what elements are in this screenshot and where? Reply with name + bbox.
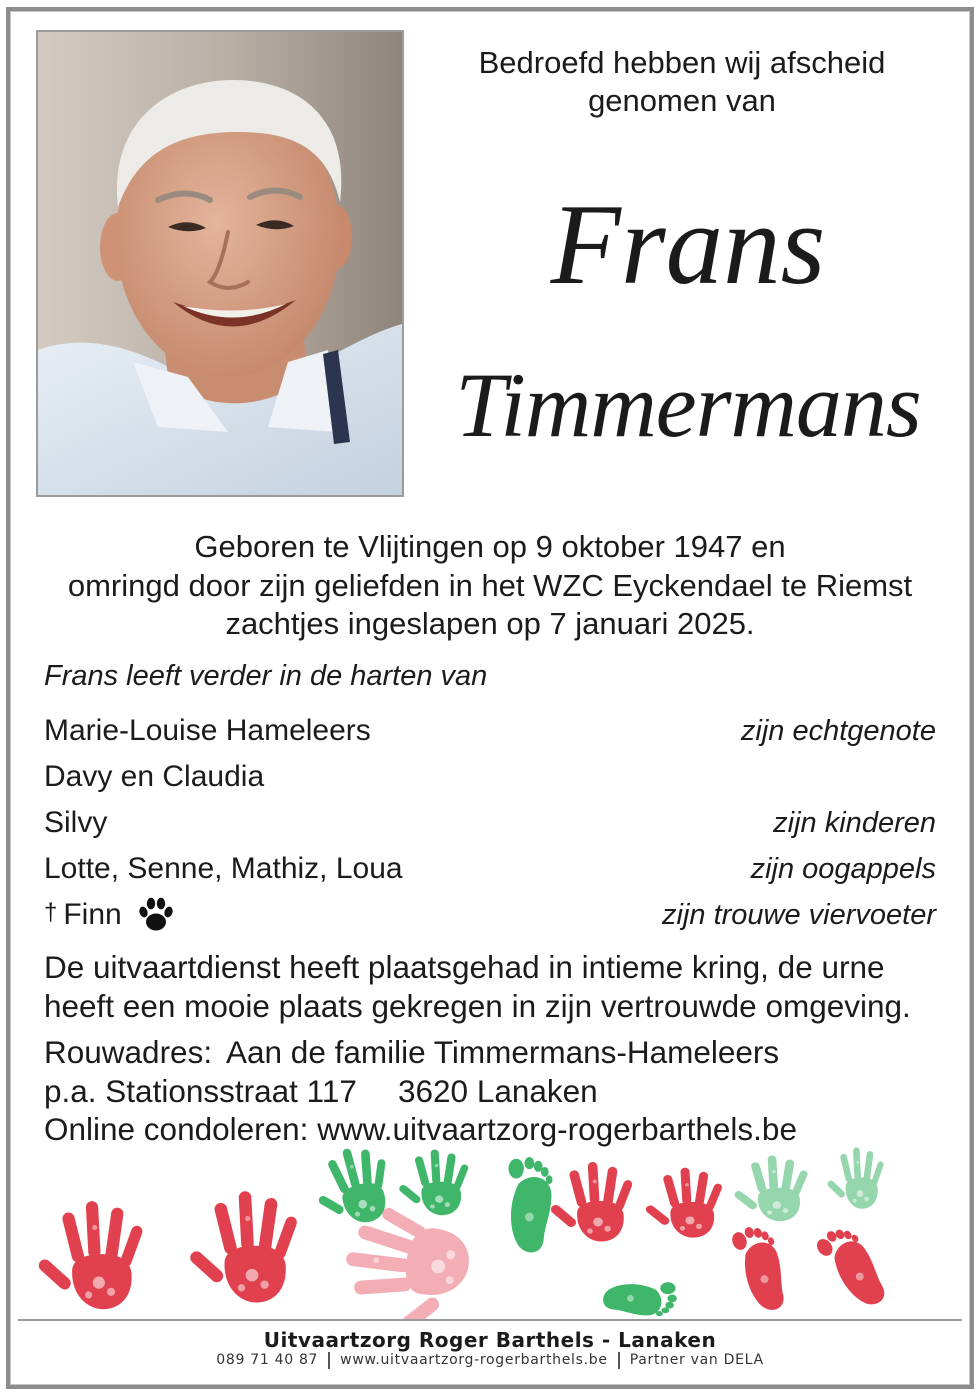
- deceased-last-name: Timmermans: [455, 354, 921, 456]
- pet-entry: [44, 895, 176, 935]
- street-address-line: [44, 1072, 797, 1111]
- funeral-home-name: Uitvaartzorg Roger Barthels - Lanaken: [263, 1328, 717, 1352]
- footer-divider: [18, 1319, 962, 1321]
- address-city: 3620 Lanaken: [398, 1072, 598, 1109]
- footer-partner: Partner van DELA: [629, 1352, 764, 1368]
- intro-line: Bedroefd hebben wij afscheid: [478, 45, 886, 80]
- service-line: heeft een mooie plaats gekregen in zijn vertrouwde omgeving.: [44, 988, 911, 1024]
- portrait-frame: [36, 30, 404, 497]
- footer-contact-line: [0, 1351, 980, 1369]
- footer-website-link[interactable]: www.uitvaartzorg-rogerbarthels.be: [340, 1352, 608, 1368]
- condolence-label: Online condoleren:: [44, 1111, 309, 1147]
- survivors-list: [44, 708, 936, 938]
- red-footprint: [730, 1221, 795, 1316]
- survivor-relation: zijn oogappels: [750, 852, 936, 885]
- service-notice: [44, 948, 911, 1026]
- footer-separator: [328, 1352, 330, 1369]
- red-handprint: [188, 1191, 299, 1303]
- red-handprint: [549, 1162, 633, 1242]
- footer-phone: 089 71 40 87: [216, 1352, 319, 1368]
- life-summary-line: zachtjes ingeslapen op 7 januari 2025.: [225, 606, 755, 641]
- life-summary-line: omringd door zijn geliefden in het WZC Eyckendael te Riemst: [67, 567, 913, 603]
- life-summary-line: Geboren te Vlijtingen op 9 oktober 1947 en: [194, 529, 786, 564]
- announcement-intro: [430, 44, 934, 120]
- survivor-row: [44, 754, 936, 800]
- pet-name: Finn: [63, 898, 122, 931]
- handprints-decoration: [0, 1135, 980, 1320]
- green-footprint: [509, 1157, 553, 1252]
- address-street: p.a. Stationsstraat 117: [44, 1072, 357, 1109]
- paw-icon: [136, 895, 176, 935]
- contact-block: [44, 1033, 797, 1149]
- intro-line: genomen van: [588, 83, 776, 118]
- survivor-names: Silvy: [44, 806, 108, 839]
- red-handprint: [644, 1167, 723, 1237]
- faded-handprint: [733, 1155, 809, 1221]
- survivors-intro: Frans leeft verder in de harten van: [44, 660, 488, 692]
- survivor-relation: zijn trouwe viervoeter: [662, 898, 936, 931]
- survivor-relation: zijn kinderen: [773, 806, 936, 839]
- footer-separator: [618, 1352, 620, 1369]
- survivor-row: [44, 708, 936, 754]
- faded-handprint: [826, 1147, 884, 1209]
- green-handprint: [398, 1149, 470, 1215]
- survivor-names: Lotte, Senne, Mathiz, Loua: [44, 852, 403, 885]
- red-handprint: [36, 1201, 144, 1309]
- service-line: De uitvaartdienst heeft plaatsgehad in intieme kring, de urne: [44, 949, 885, 985]
- survivor-relation: zijn echtgenote: [740, 714, 936, 747]
- survivor-row: [44, 892, 936, 938]
- address-recipient: Aan de familie Timmermans-Hameleers: [226, 1034, 780, 1070]
- red-footprint: [813, 1220, 896, 1314]
- address-label: Rouwadres:: [44, 1034, 213, 1070]
- life-summary: [20, 528, 960, 644]
- deceased-first-name: Frans: [550, 181, 826, 308]
- green-footprint: [603, 1282, 677, 1316]
- survivor-names: Marie-Louise Hameleers: [44, 714, 371, 747]
- survivor-row: [44, 846, 936, 892]
- deceased-cross-mark: †: [44, 899, 58, 926]
- portrait-photo: [38, 32, 402, 495]
- survivor-names: Davy en Claudia: [44, 760, 265, 793]
- condolence-link[interactable]: www.uitvaartzorg-rogerbarthels.be: [317, 1111, 797, 1147]
- mourning-address-line: [44, 1033, 797, 1072]
- survivor-row: [44, 800, 936, 846]
